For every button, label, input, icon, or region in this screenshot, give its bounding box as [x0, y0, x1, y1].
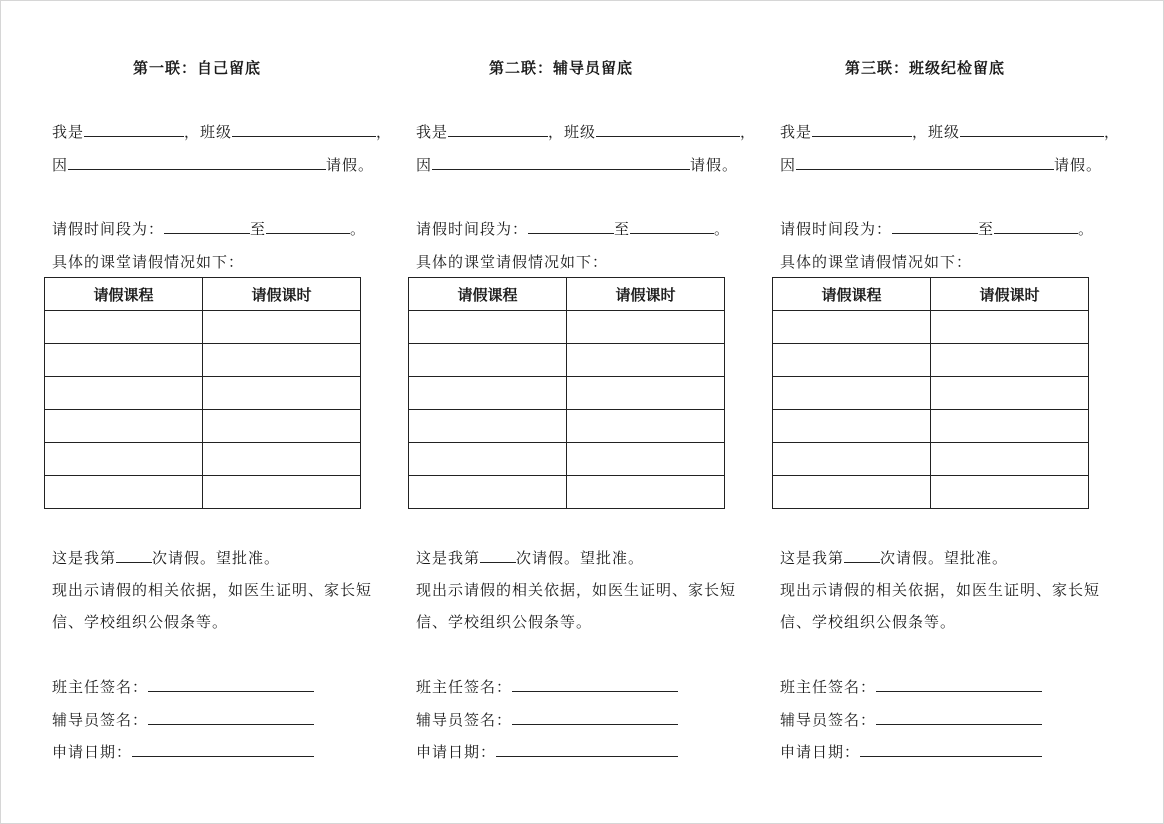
table-row	[773, 410, 1089, 443]
hours-cell[interactable]	[567, 476, 725, 509]
header-hours: 请假课时	[567, 278, 725, 311]
table-header-row	[773, 278, 1089, 311]
hours-cell[interactable]	[567, 443, 725, 476]
hours-cell[interactable]	[567, 377, 725, 410]
times-line: 这是我第 次请假。望批准。	[52, 549, 281, 567]
period-line: 请假时间段为： 至 。	[52, 220, 367, 238]
table-row	[409, 311, 725, 344]
counselor-signature-line: 辅导员签名：	[780, 709, 1042, 730]
course-cell[interactable]	[773, 311, 931, 344]
hours-cell[interactable]	[203, 311, 361, 344]
proof-text-line1: 现出示请假的相关依据，如医生证明、家长短	[52, 581, 373, 599]
period-start-blank[interactable]	[164, 219, 250, 234]
name-blank[interactable]	[812, 122, 912, 137]
teacher-signature-line: 班主任签名：	[416, 676, 678, 697]
reason-line: 因 请假。	[416, 156, 739, 174]
hours-cell[interactable]	[567, 344, 725, 377]
proof-text-line2: 信、学校组织公假条等。	[52, 613, 229, 631]
reason-blank[interactable]	[796, 155, 1054, 170]
class-blank[interactable]	[960, 122, 1104, 137]
table-row	[773, 377, 1089, 410]
table-description: 具体的课堂请假情况如下：	[52, 253, 245, 271]
teacher-signature-blank[interactable]	[876, 677, 1042, 692]
times-line: 这是我第 次请假。望批准。	[780, 549, 1009, 567]
course-cell[interactable]	[45, 377, 203, 410]
course-cell[interactable]	[773, 476, 931, 509]
table-row	[773, 443, 1089, 476]
apply-date-line: 申请日期：	[780, 741, 1042, 762]
course-cell[interactable]	[409, 311, 567, 344]
proof-text-line2: 信、学校组织公假条等。	[416, 613, 593, 631]
name-class-line: 我是 ，班级 ，	[416, 123, 757, 141]
apply-date-blank[interactable]	[860, 742, 1042, 757]
hours-cell[interactable]	[931, 410, 1089, 443]
class-blank[interactable]	[232, 122, 376, 137]
apply-date-line: 申请日期：	[52, 741, 314, 762]
hours-cell[interactable]	[203, 377, 361, 410]
counselor-signature-blank[interactable]	[148, 710, 314, 725]
reason-blank[interactable]	[68, 155, 326, 170]
times-line: 这是我第 次请假。望批准。	[416, 549, 645, 567]
table-row	[409, 443, 725, 476]
hours-cell[interactable]	[567, 410, 725, 443]
table-row	[45, 443, 361, 476]
table-row	[409, 344, 725, 377]
teacher-signature-blank[interactable]	[512, 677, 678, 692]
period-end-blank[interactable]	[266, 219, 350, 234]
counselor-signature-blank[interactable]	[512, 710, 678, 725]
teacher-signature-line: 班主任签名：	[780, 676, 1042, 697]
reason-line: 因 请假。	[52, 156, 375, 174]
column-title: 第二联：辅导员留底	[488, 59, 633, 77]
course-cell[interactable]	[45, 311, 203, 344]
hours-cell[interactable]	[203, 410, 361, 443]
header-hours: 请假课时	[203, 278, 361, 311]
period-start-blank[interactable]	[528, 219, 614, 234]
times-blank[interactable]	[480, 548, 516, 563]
reason-blank[interactable]	[432, 155, 690, 170]
table-row	[773, 476, 1089, 509]
course-cell[interactable]	[409, 476, 567, 509]
course-cell[interactable]	[409, 344, 567, 377]
course-cell[interactable]	[409, 443, 567, 476]
times-blank[interactable]	[844, 548, 880, 563]
form-column-class-inspection	[780, 1, 1121, 823]
name-blank[interactable]	[448, 122, 548, 137]
apply-date-blank[interactable]	[132, 742, 314, 757]
column-title: 第一联：自己留底	[132, 59, 261, 77]
counselor-signature-line: 辅导员签名：	[416, 709, 678, 730]
period-end-blank[interactable]	[994, 219, 1078, 234]
hours-cell[interactable]	[931, 443, 1089, 476]
proof-text-line2: 信、学校组织公假条等。	[780, 613, 957, 631]
table-row	[45, 377, 361, 410]
course-cell[interactable]	[45, 476, 203, 509]
hours-cell[interactable]	[931, 377, 1089, 410]
apply-date-blank[interactable]	[496, 742, 678, 757]
hours-cell[interactable]	[931, 344, 1089, 377]
apply-date-line: 申请日期：	[416, 741, 678, 762]
table-row	[45, 311, 361, 344]
reason-line: 因 请假。	[780, 156, 1103, 174]
name-class-line: 我是 ，班级 ，	[780, 123, 1121, 141]
table-row	[773, 311, 1089, 344]
course-cell[interactable]	[773, 443, 931, 476]
table-header-row	[409, 278, 725, 311]
leave-course-table	[772, 277, 1089, 509]
hours-cell[interactable]	[567, 311, 725, 344]
column-title: 第三联：班级纪检留底	[844, 59, 1005, 77]
table-row	[45, 476, 361, 509]
course-cell[interactable]	[409, 410, 567, 443]
table-row	[409, 377, 725, 410]
header-hours: 请假课时	[931, 278, 1089, 311]
table-row	[409, 476, 725, 509]
hours-cell[interactable]	[931, 476, 1089, 509]
table-description: 具体的课堂请假情况如下：	[780, 253, 973, 271]
header-course: 请假课程	[45, 278, 203, 311]
class-blank[interactable]	[596, 122, 740, 137]
course-cell[interactable]	[409, 377, 567, 410]
period-line: 请假时间段为： 至 。	[780, 220, 1095, 238]
name-blank[interactable]	[84, 122, 184, 137]
course-cell[interactable]	[45, 443, 203, 476]
course-cell[interactable]	[45, 410, 203, 443]
hours-cell[interactable]	[203, 443, 361, 476]
teacher-signature-line: 班主任签名：	[52, 676, 314, 697]
hours-cell[interactable]	[203, 476, 361, 509]
hours-cell[interactable]	[931, 311, 1089, 344]
form-column-self	[52, 1, 393, 823]
period-line: 请假时间段为： 至 。	[416, 220, 731, 238]
teacher-signature-blank[interactable]	[148, 677, 314, 692]
counselor-signature-blank[interactable]	[876, 710, 1042, 725]
course-cell[interactable]	[45, 344, 203, 377]
table-description: 具体的课堂请假情况如下：	[416, 253, 609, 271]
period-end-blank[interactable]	[630, 219, 714, 234]
form-column-counselor	[416, 1, 757, 823]
header-course: 请假课程	[773, 278, 931, 311]
header-course: 请假课程	[409, 278, 567, 311]
proof-text-line1: 现出示请假的相关依据，如医生证明、家长短	[416, 581, 737, 599]
proof-text-line1: 现出示请假的相关依据，如医生证明、家长短	[780, 581, 1101, 599]
table-row	[409, 410, 725, 443]
hours-cell[interactable]	[203, 344, 361, 377]
table-row	[773, 344, 1089, 377]
counselor-signature-line: 辅导员签名：	[52, 709, 314, 730]
course-cell[interactable]	[773, 410, 931, 443]
course-cell[interactable]	[773, 344, 931, 377]
times-blank[interactable]	[116, 548, 152, 563]
period-start-blank[interactable]	[892, 219, 978, 234]
leave-course-table	[408, 277, 725, 509]
table-header-row	[45, 278, 361, 311]
table-row	[45, 344, 361, 377]
name-class-line: 我是 ，班级 ，	[52, 123, 393, 141]
course-cell[interactable]	[773, 377, 931, 410]
table-row	[45, 410, 361, 443]
leave-course-table	[44, 277, 361, 509]
